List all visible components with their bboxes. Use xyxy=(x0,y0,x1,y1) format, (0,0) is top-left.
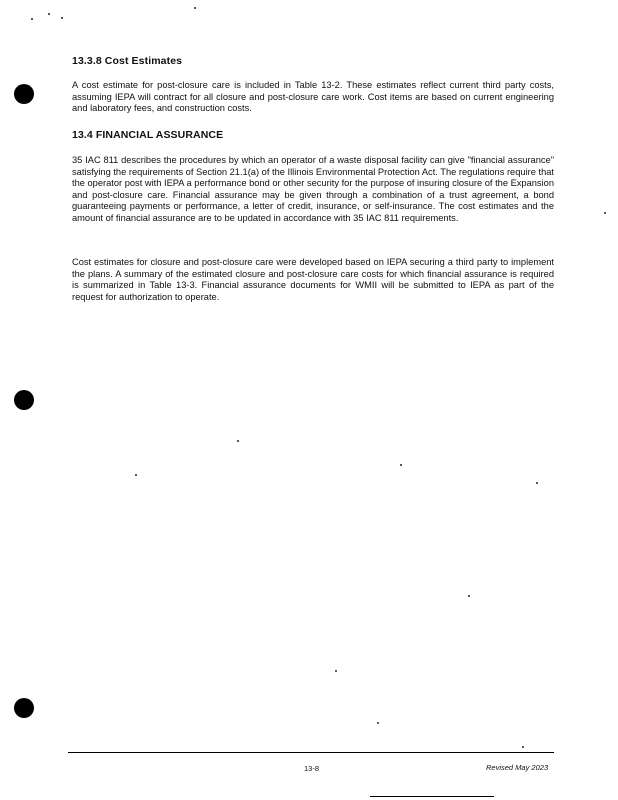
scan-speck xyxy=(604,212,606,214)
scan-speck xyxy=(468,595,470,597)
scan-speck xyxy=(135,474,137,476)
financial-assurance-heading: 13.4 FINANCIAL ASSURANCE xyxy=(72,129,224,141)
cost-estimates-heading: 13.3.8 Cost Estimates xyxy=(72,55,183,67)
scan-speck xyxy=(194,7,196,9)
financial-assurance-paragraph-1: 35 IAC 811 describes the procedures by which an operator of a waste disposal facility can give "financial assurance" satisfying the requirements of Section 21.1(a) of the Illinois Environmental Protection Act. The regulations require that the operator post with IEPA a performance bond or other security for the purpose of insuring closure of the Expansion and post-closure care. Financial assurance may be given through a combination of a trust agreement, a bond guaranteeing payments or performance, a letter of credit, insurance, or self-insurance. The cost estimates and the amount of financial assurance are to be updated in accordance with 35 IAC 811 requirements. xyxy=(72,155,554,223)
financial-assurance-paragraph-2: Cost estimates for closure and post-closure care were developed based on IEPA securing a third party to implement the plans. A summary of the estimated closure and post-closure care costs for which financial assurance is required is summarized in Table 13-3. Financial assurance documents for WMII will be submitted to IEPA as part of the request for authorization to operate. xyxy=(72,257,554,302)
scan-speck xyxy=(536,482,538,484)
scan-speck xyxy=(377,722,379,724)
scan-speck xyxy=(31,18,33,20)
cost-estimates-paragraph: A cost estimate for post-closure care is included in Table 13-2. These estimates reflect current third party costs, assuming IEPA will contract for all closure and post-closure care work. Cost items are based on current engineering and laboratory fees, and construction costs. xyxy=(72,80,554,114)
scan-speck xyxy=(237,440,239,442)
bottom-scan-line xyxy=(370,796,494,797)
scan-speck xyxy=(48,13,50,15)
punch-hole-bottom xyxy=(14,698,34,718)
scan-speck xyxy=(522,746,524,748)
footer-rule xyxy=(68,752,554,753)
punch-hole-top xyxy=(14,84,34,104)
punch-hole-middle xyxy=(14,390,34,410)
revision-date: Revised May 2023 xyxy=(486,763,549,772)
scan-speck xyxy=(400,464,402,466)
scan-speck xyxy=(61,17,63,19)
scan-speck xyxy=(335,670,337,672)
page-number: 13-8 xyxy=(304,764,320,773)
